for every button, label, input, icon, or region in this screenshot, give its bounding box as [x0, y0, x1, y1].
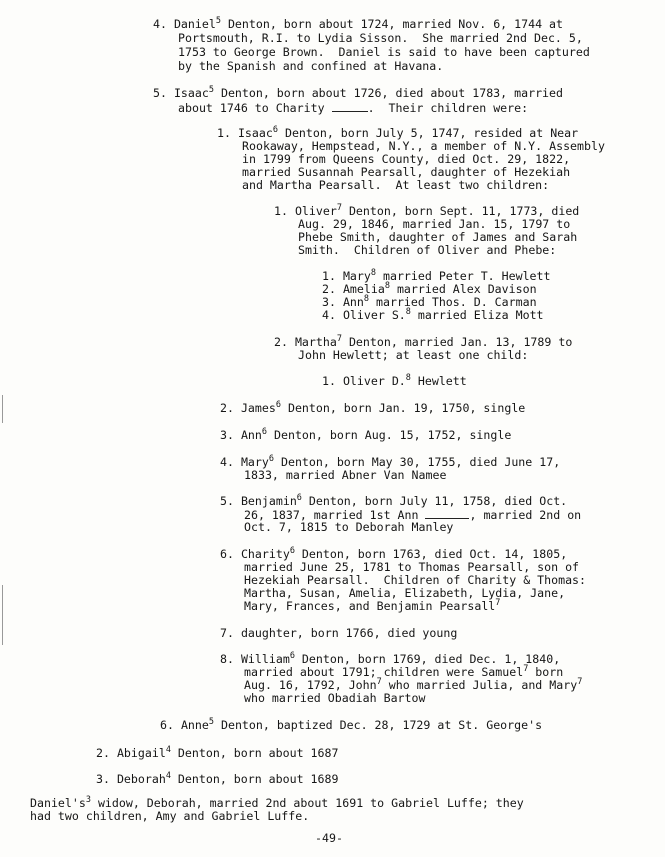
entry-isaac-6-line: in 1799 from Queens County, died Oct. 29, 1822,: [242, 152, 571, 166]
entry-daughter: 7. daughter, born 1766, died young: [220, 626, 458, 640]
entry-isaac-5: 5. Isaac$^5$ Denton, born about 1726, died about 1783, married: [153, 85, 563, 100]
child-oliver-d-8: 1. Oliver D.$^8$ Hewlett: [322, 373, 467, 388]
entry-abigail-4: 2. Abigail$^4$ Denton, born about 1687: [96, 745, 339, 760]
entry-oliver-7-line: Aug. 29, 1846, married Jan. 15, 1797 to: [298, 217, 571, 231]
entry-charity-6-line: Hezekiah Pearsall. Children of Charity & Thomas:: [244, 573, 587, 587]
entry-benjamin-6-line: 26, 1837, married 1st Ann , married 2nd on: [244, 508, 582, 522]
child-oliver-s-8: 4. Oliver S.$^8$ married Eliza Mott: [322, 307, 544, 322]
page-number: -49-: [315, 831, 343, 845]
entry-isaac-6-line: and Martha Pearsall. At least two children:: [242, 178, 550, 192]
scan-margin-mark: [2, 395, 3, 423]
entry-oliver-7-line: Smith. Children of Oliver and Phebe:: [298, 243, 557, 257]
closing-note: $Daniel's^3$ widow, Deborah, married 2nd about 1691 to Gabriel Luffe; they: [30, 795, 524, 810]
blank-line: [425, 508, 469, 519]
blank-line: [332, 101, 368, 112]
entry-anne-5: 6. Anne$^5$ Denton, baptized Dec. 28, 1729 at St. George's: [160, 717, 543, 732]
entry-martha-7-line: John Hewlett; at least one child:: [298, 348, 529, 362]
entry-deborah-4: 3. Deborah$^4$ Denton, born about 1689: [96, 771, 339, 786]
entry-charity-6-line: married June 25, 1781 to Thomas Pearsall, son of: [244, 560, 580, 574]
entry-charity-6-line: Martha, Susan, Amelia, Elizabeth, Lydia, Jane,: [244, 586, 566, 600]
entry-isaac-6: 1. Isaac$^6$ Denton, born July 5, 1747, resided at Near: [217, 125, 579, 140]
entry-william-6-line: who married Obadiah Bartow: [244, 691, 426, 705]
entry-mary-6-line: 1833, married Abner Van Namee: [244, 468, 447, 482]
entry-william-6-line: Aug. 16, 1792, John$^7$ who married Julia, and Mary$^7$: [244, 677, 583, 692]
child-mary-8: 1. Mary$^8$ married Peter T. Hewlett: [322, 268, 551, 283]
entry-william-6-line: married about 1791; children were Samuel$^7$ born: [244, 664, 564, 679]
closing-note-line: had two children, Amy and Gabriel Luffe.: [30, 809, 310, 823]
entry-charity-6-line: Mary, Frances, and Benjamin Pearsall$^7$: [244, 598, 501, 613]
entry-isaac-6-line: married Susannah Pearsall, daughter of Hezekiah: [242, 165, 571, 179]
child-amelia-8: 2. Amelia$^8$ married Alex Davison: [322, 281, 537, 296]
entry-benjamin-6: 5. Benjamin$^6$ Denton, born July 11, 1758, died Oct.: [220, 493, 568, 508]
entry-oliver-7: 1. Oliver$^7$ Denton, born Sept. 11, 1773, died: [274, 203, 580, 218]
entry-martha-7: 2. Martha$^7$ Denton, married Jan. 13, 1789 to: [274, 334, 573, 349]
entry-james-6: 2. James$^6$ Denton, born Jan. 19, 1750, single: [220, 400, 526, 415]
entry-benjamin-6-line: Oct. 7, 1815 to Deborah Manley: [244, 520, 454, 534]
entry-ann-6: 3. Ann$^6$ Denton, born Aug. 15, 1752, single: [220, 427, 512, 442]
scan-margin-mark: [2, 585, 3, 645]
entry-oliver-7-line: Phebe Smith, daughter of James and Sarah: [298, 230, 578, 244]
entry-isaac-6-line: Rookaway, Hempstead, N.Y., a member of N.Y. Assembly: [242, 139, 605, 153]
entry-daniel: 4. Daniel$^5$ Denton, born about 1724, married Nov. 6, 1744 at: [153, 16, 563, 31]
entry-daniel-line: 1753 to George Brown. Daniel is said to have been captured: [178, 45, 590, 59]
child-ann-8: 3. Ann$^8$ married Thos. D. Carman: [322, 294, 537, 309]
entry-charity-6: 6. Charity$^6$ Denton, born 1763, died Oct. 14, 1805,: [220, 546, 568, 561]
entry-william-6: 8. William$^6$ Denton, born 1769, died Dec. 1, 1840,: [220, 651, 561, 666]
entry-isaac-5-line: about 1746 to Charity . Their children were:: [178, 101, 529, 115]
entry-mary-6: 4. Mary$^6$ Denton, born May 30, 1755, died June 17,: [220, 454, 561, 469]
entry-daniel-line: by the Spanish and confined at Havana.: [178, 59, 444, 73]
entry-daniel-line: Portsmouth, R.I. to Lydia Sisson. She married 2nd Dec. 5,: [178, 31, 583, 45]
